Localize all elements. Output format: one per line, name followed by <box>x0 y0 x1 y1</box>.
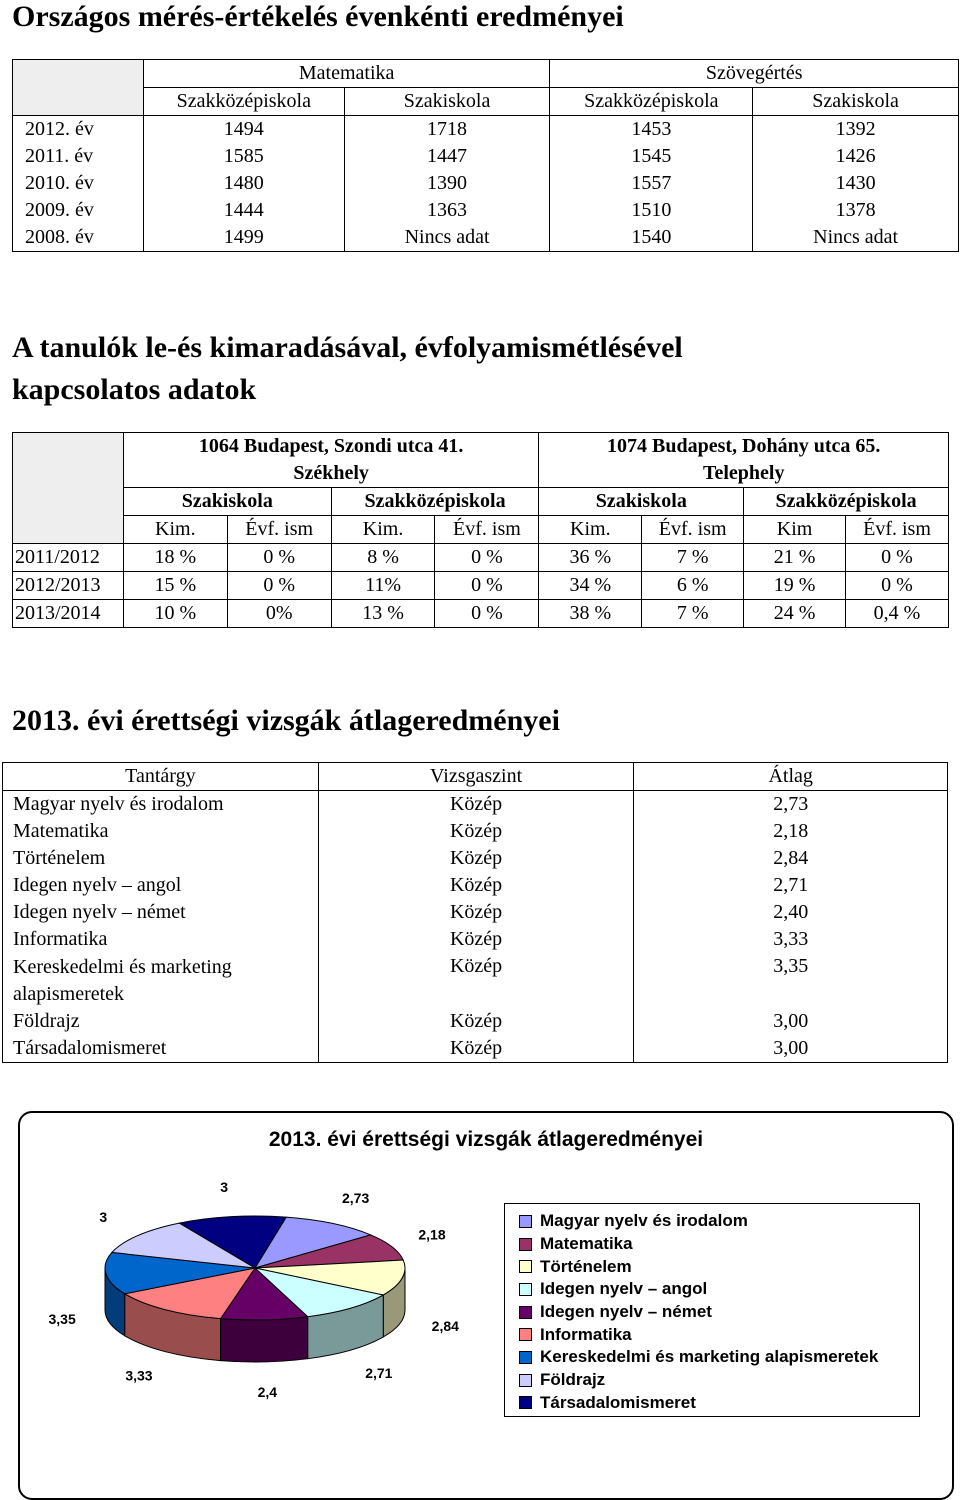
subject-cell: Kereskedelmi és marketing alapismeretek <box>3 953 319 1008</box>
exam-section-title: 2013. évi érettségi vizsgák átlageredményei <box>12 704 560 737</box>
table-cell: 36 % <box>539 544 642 572</box>
table-cell: 0 % <box>227 544 331 572</box>
average-cell: 3,00 <box>634 1008 948 1035</box>
table-row <box>3 845 948 872</box>
dropout-section-title <box>12 327 683 411</box>
group-header-reading: Szövegértés <box>550 60 959 88</box>
level-cell: Közép <box>318 1035 634 1063</box>
table-cell: 10 % <box>123 600 227 628</box>
table-cell: 1585 <box>143 143 344 170</box>
average-cell: 2,18 <box>634 818 948 845</box>
average-cell: 2,40 <box>634 899 948 926</box>
legend-item <box>519 1233 919 1256</box>
table-cell: 34 % <box>539 572 642 600</box>
table-cell: 1447 <box>344 143 550 170</box>
subject-cell: Matematika <box>3 818 319 845</box>
table-row <box>3 872 948 899</box>
exam-results-table <box>2 762 948 1063</box>
corner-cell <box>13 433 124 544</box>
sub-header: Kim. <box>123 516 227 544</box>
legend-swatch <box>519 1238 532 1251</box>
table-cell: 1444 <box>143 197 344 224</box>
chart-legend <box>504 1203 920 1417</box>
school-type: Szakiskola <box>539 488 744 516</box>
level-cell: Közép <box>318 953 634 1008</box>
site-type: Székhely <box>123 460 538 488</box>
table-cell: 24 % <box>744 600 846 628</box>
table-row <box>3 953 948 1008</box>
table-row <box>13 197 959 224</box>
sub-header: Évf. ism <box>435 516 539 544</box>
legend-item <box>519 1323 919 1346</box>
legend-swatch <box>519 1283 532 1296</box>
pie-data-label: 3,33 <box>125 1367 153 1384</box>
table-cell: 1426 <box>753 143 959 170</box>
corner-cell <box>13 88 144 116</box>
sub-header: Kim. <box>331 516 435 544</box>
column-header: Átlag <box>634 763 948 791</box>
legend-item <box>519 1210 919 1233</box>
dropout-table <box>12 432 949 628</box>
subject-cell: Idegen nyelv – angol <box>3 872 319 899</box>
legend-swatch <box>519 1396 532 1409</box>
pie-slice-side <box>221 1317 308 1362</box>
table-cell: 13 % <box>331 600 435 628</box>
table-cell: 21 % <box>744 544 846 572</box>
table-cell: 7 % <box>642 600 744 628</box>
row-label: 2012/2013 <box>13 572 124 600</box>
pie-chart <box>20 1113 500 1498</box>
legend-swatch <box>519 1260 532 1273</box>
row-label: 2008. év <box>13 224 144 252</box>
sub-header: Évf. ism <box>846 516 949 544</box>
table-cell: 15 % <box>123 572 227 600</box>
pie-data-label: 2,71 <box>365 1365 393 1382</box>
legend-label: Idegen nyelv – német <box>540 1302 712 1322</box>
group-header-math: Matematika <box>143 60 550 88</box>
table-cell: 0% <box>227 600 331 628</box>
table-cell: 0 % <box>435 600 539 628</box>
column-header: Vizsgaszint <box>318 763 634 791</box>
table-cell: 7 % <box>642 544 744 572</box>
sub-header: Kim <box>744 516 846 544</box>
table-row <box>3 791 948 819</box>
pie-data-label: 3 <box>99 1208 108 1225</box>
legend-swatch <box>519 1328 532 1341</box>
average-cell: 3,00 <box>634 1035 948 1063</box>
level-cell: Közép <box>318 845 634 872</box>
table-cell: 38 % <box>539 600 642 628</box>
table-cell: Nincs adat <box>344 224 550 252</box>
row-label: 2011. év <box>13 143 144 170</box>
table-row <box>13 143 959 170</box>
row-label: 2010. év <box>13 170 144 197</box>
pie-data-label: 2,73 <box>341 1189 370 1206</box>
legend-item <box>519 1278 919 1301</box>
table-cell: 1363 <box>344 197 550 224</box>
school-type: Szakiskola <box>123 488 331 516</box>
subheader: Szakiskola <box>344 88 550 116</box>
level-cell: Közép <box>318 926 634 953</box>
legend-swatch <box>519 1306 532 1319</box>
table-cell: 1480 <box>143 170 344 197</box>
table-cell: Nincs adat <box>753 224 959 252</box>
table-cell: 1557 <box>550 170 753 197</box>
table-row <box>13 170 959 197</box>
subheader: Szakközépiskola <box>550 88 753 116</box>
table-cell: 1499 <box>143 224 344 252</box>
legend-label: Társadalomismeret <box>540 1392 696 1412</box>
level-cell: Közép <box>318 899 634 926</box>
legend-label: Informatika <box>540 1324 632 1344</box>
average-cell: 3,35 <box>634 953 948 1008</box>
subheader: Szakiskola <box>753 88 959 116</box>
table-cell: 1540 <box>550 224 753 252</box>
table-row <box>13 224 959 252</box>
national-assessment-table <box>12 59 959 252</box>
table-row <box>3 926 948 953</box>
table-row <box>3 818 948 845</box>
legend-item <box>519 1255 919 1278</box>
table-row <box>13 116 959 144</box>
pie-data-label: 2,4 <box>257 1383 278 1400</box>
subheader: Szakközépiskola <box>143 88 344 116</box>
average-cell: 2,84 <box>634 845 948 872</box>
page-title: Országos mérés-értékelés évenkénti eredményei <box>12 0 624 33</box>
table-cell: 11% <box>331 572 435 600</box>
school-type: Szakközépiskola <box>744 488 949 516</box>
pie-chart-panel <box>18 1111 954 1500</box>
table-cell: 1494 <box>143 116 344 144</box>
legend-label: Kereskedelmi és marketing alapismeretek <box>540 1347 879 1367</box>
level-cell: Közép <box>318 791 634 819</box>
table-cell: 1392 <box>753 116 959 144</box>
table-row <box>13 544 949 572</box>
table-row <box>3 1035 948 1063</box>
site-type: Telephely <box>539 460 949 488</box>
average-cell: 3,33 <box>634 926 948 953</box>
subject-cell: Magyar nyelv és irodalom <box>3 791 319 819</box>
subject-cell: Földrajz <box>3 1008 319 1035</box>
table-cell: 8 % <box>331 544 435 572</box>
legend-item <box>519 1369 919 1392</box>
sub-header: Évf. ism <box>642 516 744 544</box>
table-cell: 18 % <box>123 544 227 572</box>
legend-item <box>519 1346 919 1369</box>
legend-swatch <box>519 1351 532 1364</box>
table-row <box>3 1008 948 1035</box>
table-cell: 0 % <box>227 572 331 600</box>
table-cell: 0 % <box>435 572 539 600</box>
table-cell: 1430 <box>753 170 959 197</box>
sub-header: Kim. <box>539 516 642 544</box>
title-line: kapcsolatos adatok <box>12 373 257 406</box>
row-label: 2013/2014 <box>13 600 124 628</box>
table-row <box>3 899 948 926</box>
corner-cell <box>13 60 144 88</box>
legend-label: Matematika <box>540 1234 633 1254</box>
level-cell: Közép <box>318 1008 634 1035</box>
pie-data-label: 3 <box>220 1179 229 1196</box>
average-cell: 2,73 <box>634 791 948 819</box>
column-header: Tantárgy <box>3 763 319 791</box>
table-cell: 1390 <box>344 170 550 197</box>
title-line: A tanulók le-és kimaradásával, évfolyamismétlésével <box>12 331 683 364</box>
legend-label: Történelem <box>540 1256 632 1276</box>
chart-title: 2013. évi érettségi vizsgák átlageredményei <box>268 1128 704 1151</box>
average-cell: 2,71 <box>634 872 948 899</box>
legend-item <box>519 1392 919 1415</box>
subject-cell: Történelem <box>3 845 319 872</box>
legend-item <box>519 1301 919 1324</box>
pie-data-label: 3,35 <box>48 1310 76 1327</box>
table-cell: 0 % <box>846 544 949 572</box>
table-cell: 19 % <box>744 572 846 600</box>
table-cell: 6 % <box>642 572 744 600</box>
row-label: 2012. év <box>13 116 144 144</box>
table-cell: 0 % <box>846 572 949 600</box>
level-cell: Közép <box>318 872 634 899</box>
legend-label: Földrajz <box>540 1370 606 1390</box>
table-row <box>13 600 949 628</box>
school-type: Szakközépiskola <box>331 488 539 516</box>
row-label: 2011/2012 <box>13 544 124 572</box>
site-address: 1064 Budapest, Szondi utca 41. <box>123 433 538 461</box>
table-row <box>13 572 949 600</box>
subject-cell: Idegen nyelv – német <box>3 899 319 926</box>
row-label: 2009. év <box>13 197 144 224</box>
subject-cell: Informatika <box>3 926 319 953</box>
sub-header: Évf. ism <box>227 516 331 544</box>
table-cell: 1378 <box>753 197 959 224</box>
legend-label: Idegen nyelv – angol <box>540 1279 708 1299</box>
site-address: 1074 Budapest, Dohány utca 65. <box>539 433 949 461</box>
level-cell: Közép <box>318 818 634 845</box>
pie-data-label: 2,84 <box>431 1317 459 1334</box>
table-cell: 0,4 % <box>846 600 949 628</box>
legend-swatch <box>519 1215 532 1228</box>
table-cell: 1545 <box>550 143 753 170</box>
table-cell: 0 % <box>435 544 539 572</box>
pie-data-label: 2,18 <box>418 1226 446 1243</box>
table-cell: 1453 <box>550 116 753 144</box>
legend-label: Magyar nyelv és irodalom <box>540 1211 748 1231</box>
legend-swatch <box>519 1374 532 1387</box>
subject-cell: Társadalomismeret <box>3 1035 319 1063</box>
table-cell: 1510 <box>550 197 753 224</box>
table-cell: 1718 <box>344 116 550 144</box>
